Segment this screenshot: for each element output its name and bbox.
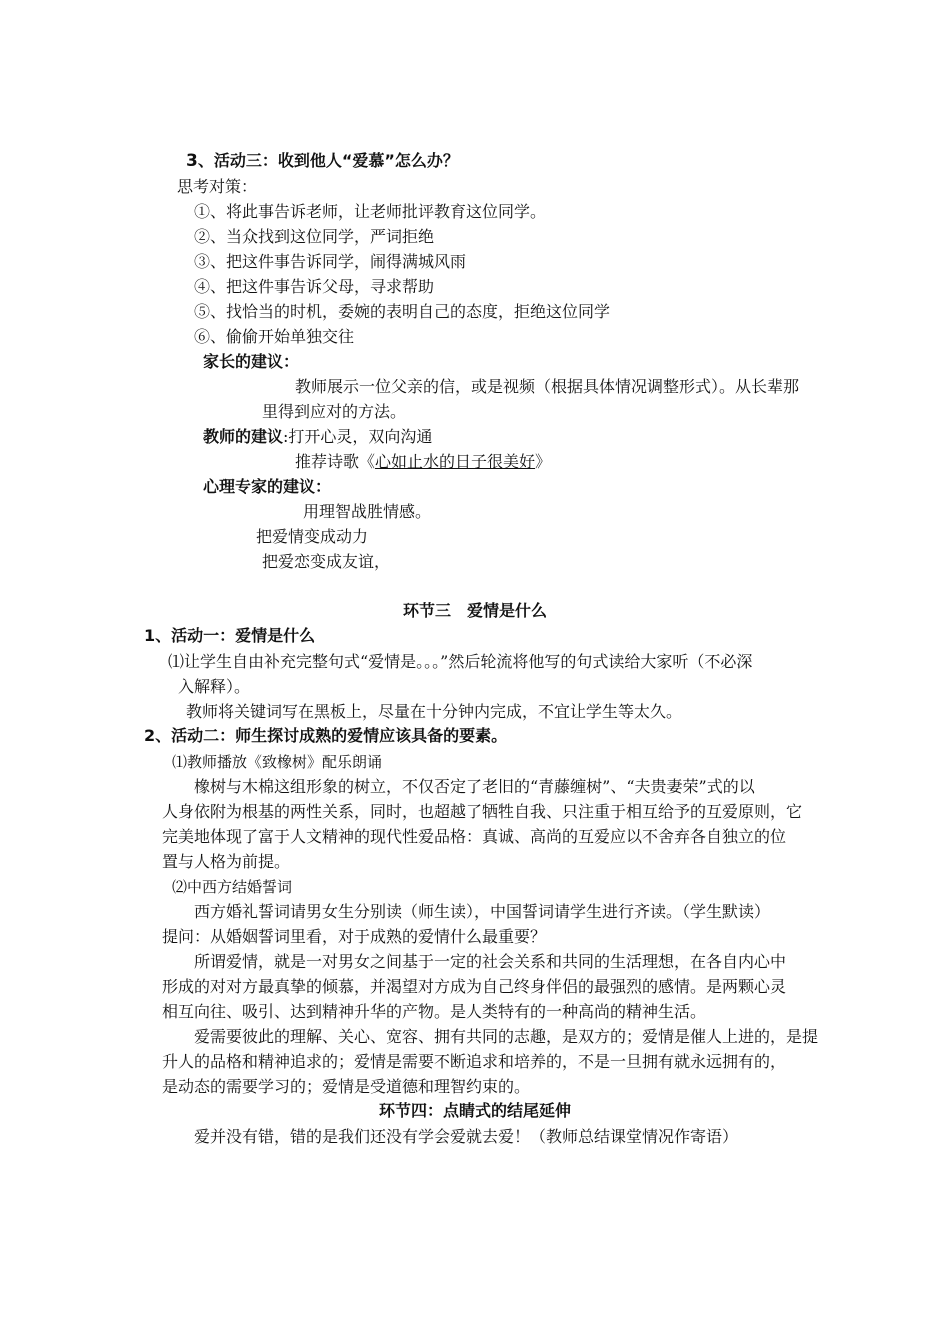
activity3-heading xyxy=(186,150,459,172)
paragraph-line: 提问：从婚姻誓词里看，对于成熟的爱情什么最重要？ xyxy=(162,927,547,946)
activity3-heading-num: 3 xyxy=(186,151,198,171)
poem-prefix: 推荐诗歌《 xyxy=(295,452,376,471)
option-item: ③、把这件事告诉同学，闹得满城风雨 xyxy=(194,252,467,271)
expert-advice-line: 用理智战胜情感。 xyxy=(303,502,432,521)
paragraph-line: 爱需要彼此的理解、关心、宽容、拥有共同的志趣，是双方的；爱情是催人上进的，是提 xyxy=(194,1027,819,1046)
paragraph-line: 西方婚礼誓词请男女生分别读（师生读），中国誓词请学生进行齐读。（学生默读） xyxy=(194,902,771,921)
activity1-item: ⑴让学生自由补充完整句式“爱情是。。。”然后轮流将他写的句式读给大家听（不必深 xyxy=(168,652,753,671)
section3-title: 环节三 爱情是什么 xyxy=(402,601,547,620)
option-item: ④、把这件事告诉父母，寻求帮助 xyxy=(194,277,435,296)
teacher-advice xyxy=(203,426,432,448)
think-label: 思考对策： xyxy=(177,177,258,196)
teacher-advice-text: :打开心灵，双向沟通 xyxy=(283,427,433,446)
poem-recommendation xyxy=(295,451,551,473)
paragraph-line: 完美地体现了富于人文精神的现代性爱品格：真诚、高尚的互爱应以不舍弃各自独立的位 xyxy=(162,827,787,846)
poem-title-link[interactable]: 心如止水的日子很美好 xyxy=(375,452,536,471)
option-item: ①、将此事告诉老师，让老师批评教育这位同学。 xyxy=(194,202,547,221)
expert-advice-line: 把爱情变成动力 xyxy=(256,527,369,546)
poem-suffix: 》 xyxy=(535,452,552,471)
activity3-heading-text: 、活动三：收到他人“爱慕”怎么办？ xyxy=(197,151,459,170)
parent-advice-label: 家长的建议： xyxy=(203,352,300,371)
paragraph-line: 是动态的需要学习的；爱情是受道德和理智约束的。 xyxy=(162,1077,531,1096)
parent-advice-text: 教师展示一位父亲的信，或是视频（根据具体情况调整形式）。从长辈那 xyxy=(295,377,800,396)
activity2-heading: 2、活动二：师生探讨成熟的爱情应该具备的要素。 xyxy=(144,726,508,745)
paragraph-line: 置与人格为前提。 xyxy=(162,852,291,871)
paragraph-line: 升人的品格和精神追求的；爱情是需要不断追求和培养的，不是一旦拥有就永远拥有的， xyxy=(162,1052,787,1071)
paragraph-line: 形成的对对方最真挚的倾慕，并渴望对方成为自己终身伴侣的最强烈的感情。是两颗心灵 xyxy=(162,977,787,996)
paragraph-line: 人身依附为根基的两性关系，同时，也超越了牺牲自我、只注重于相互给予的互爱原则，它 xyxy=(162,802,803,821)
paragraph-line: 所谓爱情，就是一对男女之间基于一定的社会关系和共同的生活理想，在各自内心中 xyxy=(194,952,787,971)
activity1-note: 教师将关键词写在黑板上，尽量在十分钟内完成，不宜让学生等太久。 xyxy=(186,702,683,721)
activity1-item-cont: 入解释）。 xyxy=(178,677,251,696)
activity1-heading: 1、活动一：爱情是什么 xyxy=(144,626,316,645)
option-item: ⑥、偷偷开始单独交往 xyxy=(194,327,355,346)
expert-advice-line: 把爱恋变成友谊， xyxy=(262,552,391,571)
option-item: ⑤、找恰当的时机，委婉的表明自己的态度，拒绝这位同学 xyxy=(194,302,611,321)
section4-title: 环节四：点睛式的结尾延伸 xyxy=(378,1101,571,1120)
closing-text: 爱并没有错，错的是我们还没有学会爱就去爱！（教师总结课堂情况作寄语） xyxy=(194,1127,739,1146)
activity2-item: ⑵中西方结婚誓词 xyxy=(172,878,293,896)
paragraph-line: 橡树与木棉这组形象的树立，不仅否定了老旧的“青藤缠树”、“夫贵妻荣”式的以 xyxy=(194,777,755,796)
activity2-item: ⑴教师播放《致橡树》配乐朗诵 xyxy=(172,753,383,771)
expert-advice-label: 心理专家的建议： xyxy=(203,477,332,496)
paragraph-line: 相互向往、吸引、达到精神升华的产物。是人类特有的一种高尚的精神生活。 xyxy=(162,1002,707,1021)
parent-advice-text-cont: 里得到应对的方法。 xyxy=(262,402,407,421)
option-item: ②、当众找到这位同学，严词拒绝 xyxy=(194,227,435,246)
teacher-advice-label: 教师的建议 xyxy=(203,427,284,446)
